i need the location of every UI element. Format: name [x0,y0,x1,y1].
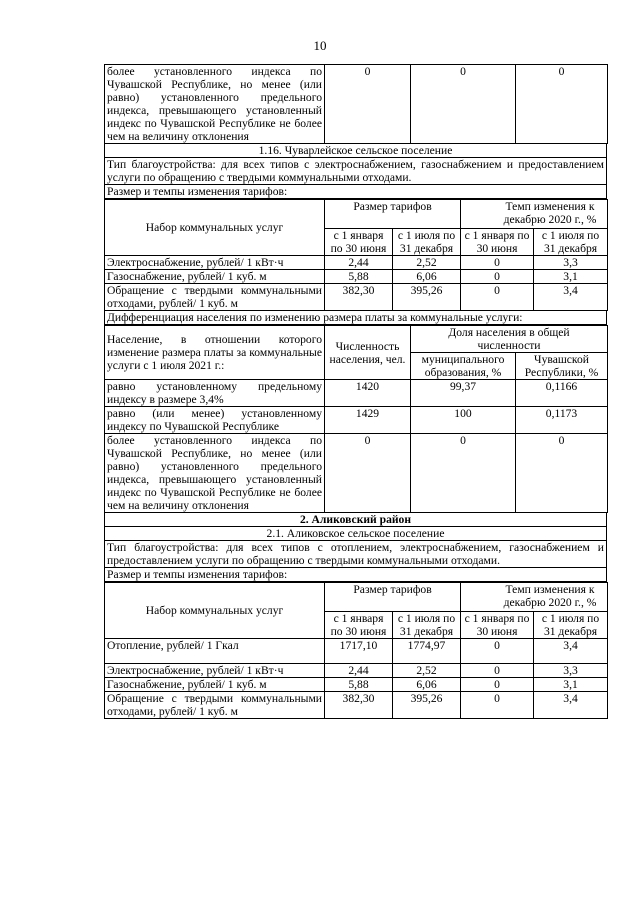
header-service: Набор коммунальных услуг [105,583,325,639]
rate-h2: 3,3 [534,664,608,678]
header-service: Набор коммунальных услуг [105,200,325,256]
population-count: 0 [325,434,411,513]
header-tariff-rate: Темп изменения к декабрю 2020 г., % [461,583,608,612]
subheader-rate-h2: с 1 июля по 31 декабря [534,229,608,256]
rate-h1: 0 [461,678,534,692]
header-tariff-rate: Темп изменения к декабрю 2020 г., % [461,200,608,229]
service-name: Отопление, рублей/ 1 Гкал [105,639,325,664]
header-population: Население, в отношении которого изменение размера платы за коммунальные услуги с 1 июля 2021 г.: [105,326,325,380]
header-share-republic: Чувашской Республики, % [516,353,608,380]
rate-h1: 0 [461,664,534,678]
population-share-municipal: 0 [411,434,516,513]
table-row [105,284,608,311]
tariff-h2: 6,06 [393,678,461,692]
subheader-rate-h2: с 1 июля по 31 декабря [534,612,608,639]
population-share-republic: 0 [516,434,608,513]
tariff-table-2-1 [104,582,608,719]
district-title: 2. Аликовский район [105,513,607,527]
tariffs-caption: Размер и темпы изменения тарифов: [105,185,607,199]
diff-caption-row [104,311,607,325]
tariff-h2: 2,52 [393,256,461,270]
tariff-h2: 1774,97 [393,639,461,664]
improvement-type: Тип благоустройства: для всех типов с электроснабжением, газоснабжением и предоставлением услуги по обращению с твердыми коммунальными отходами. [105,158,607,185]
service-name: Газоснабжение, рублей/ 1 куб. м [105,270,325,284]
population-table-1-16 [104,325,608,513]
population-share-republic: 0 [516,65,608,144]
rate-h2: 3,3 [534,256,608,270]
tariffs-caption: Размер и темпы изменения тарифов: [105,568,607,582]
tariff-h2: 6,06 [393,270,461,284]
service-name: Газоснабжение, рублей/ 1 куб. м [105,678,325,692]
rate-h2: 3,1 [534,678,608,692]
subheader-size-h2: с 1 июля по 31 декабря [393,612,461,639]
table-row [105,678,608,692]
header-tariff-size: Размер тарифов [325,583,461,612]
population-category: равно установленному предельному индексу в размере 3,4% [105,380,325,407]
header-population-share: Доля населения в общей численности [411,326,608,353]
table-row [105,407,608,434]
header-share-municipal: муниципального образования, % [411,353,516,380]
header-tariff-size: Размер тарифов [325,200,461,229]
subheader-size-h1: с 1 января по 30 июня [325,612,393,639]
rate-h2: 3,4 [534,639,608,664]
subheader-size-h2: с 1 июля по 31 декабря [393,229,461,256]
service-name: Обращение с твердыми коммунальными отходами, рублей/ 1 куб. м [105,284,325,311]
tariff-h2: 395,26 [393,692,461,719]
document-body [104,64,607,719]
differentiation-caption: Дифференциация населения по изменению размера платы за коммунальные услуги: [105,311,607,325]
rate-h2: 3,4 [534,284,608,311]
population-share-municipal: 0 [411,65,516,144]
subheader-size-h1: с 1 января по 30 июня [325,229,393,256]
table-row [105,434,608,513]
table-row [105,256,608,270]
population-share-municipal: 100 [411,407,516,434]
district-2 [104,513,607,582]
tariff-h1: 5,88 [325,678,393,692]
improvement-type: Тип благоустройства: для всех типов с отоплением, электроснабжением, газоснабжением и предоставлением услуги по обращению с твердыми коммунальными отходами. [105,541,607,568]
tariff-table-1-16 [104,199,608,311]
population-table-continued [104,64,608,144]
population-category: равно (или менее) установленному индексу по Чувашской Республике [105,407,325,434]
population-category: более установленного индекса по Чувашской Республике, но менее (или равно) установленного предельного индекса, превышающего установленный индекс по Чувашской Республике не более чем на величину отклонения [105,434,325,513]
population-count: 0 [325,65,411,144]
table-row [105,270,608,284]
tariff-h1: 382,30 [325,284,393,311]
table-row [105,380,608,407]
table-row [105,692,608,719]
population-share-republic: 0,1166 [516,380,608,407]
tariff-h1: 382,30 [325,692,393,719]
table-row [105,639,608,664]
rate-h2: 3,1 [534,270,608,284]
table-row [105,664,608,678]
section-title: 2.1. Аликовское сельское поселение [105,527,607,541]
tariff-h1: 2,44 [325,256,393,270]
rate-h1: 0 [461,270,534,284]
rate-h1: 0 [461,284,534,311]
page-number: 10 [313,38,327,53]
table-row [105,65,608,144]
rate-h2: 3,4 [534,692,608,719]
section-title: 1.16. Чуварлейское сельское поселение [105,144,607,158]
population-count: 1429 [325,407,411,434]
rate-h1: 0 [461,692,534,719]
header-population-count: Численность населения, чел. [325,326,411,380]
tariff-h2: 2,52 [393,664,461,678]
population-share-republic: 0,1173 [516,407,608,434]
population-count: 1420 [325,380,411,407]
rate-h1: 0 [461,256,534,270]
service-name: Обращение с твердыми коммунальными отходами, рублей/ 1 куб. м [105,692,325,719]
rate-h1: 0 [461,639,534,664]
tariff-h1: 5,88 [325,270,393,284]
tariff-h1: 2,44 [325,664,393,678]
population-category: более установленного индекса по Чувашской Республике, но менее (или равно) установленного предельного индекса, превышающего установленный индекс по Чувашской Республике не более чем на величину отклонения [105,65,325,144]
subheader-rate-h1: с 1 января по 30 июня [461,229,534,256]
service-name: Электроснабжение, рублей/ 1 кВт·ч [105,664,325,678]
section-1-16 [104,144,607,199]
tariff-h1: 1717,10 [325,639,393,664]
population-share-municipal: 99,37 [411,380,516,407]
service-name: Электроснабжение, рублей/ 1 кВт·ч [105,256,325,270]
tariff-h2: 395,26 [393,284,461,311]
subheader-rate-h1: с 1 января по 30 июня [461,612,534,639]
